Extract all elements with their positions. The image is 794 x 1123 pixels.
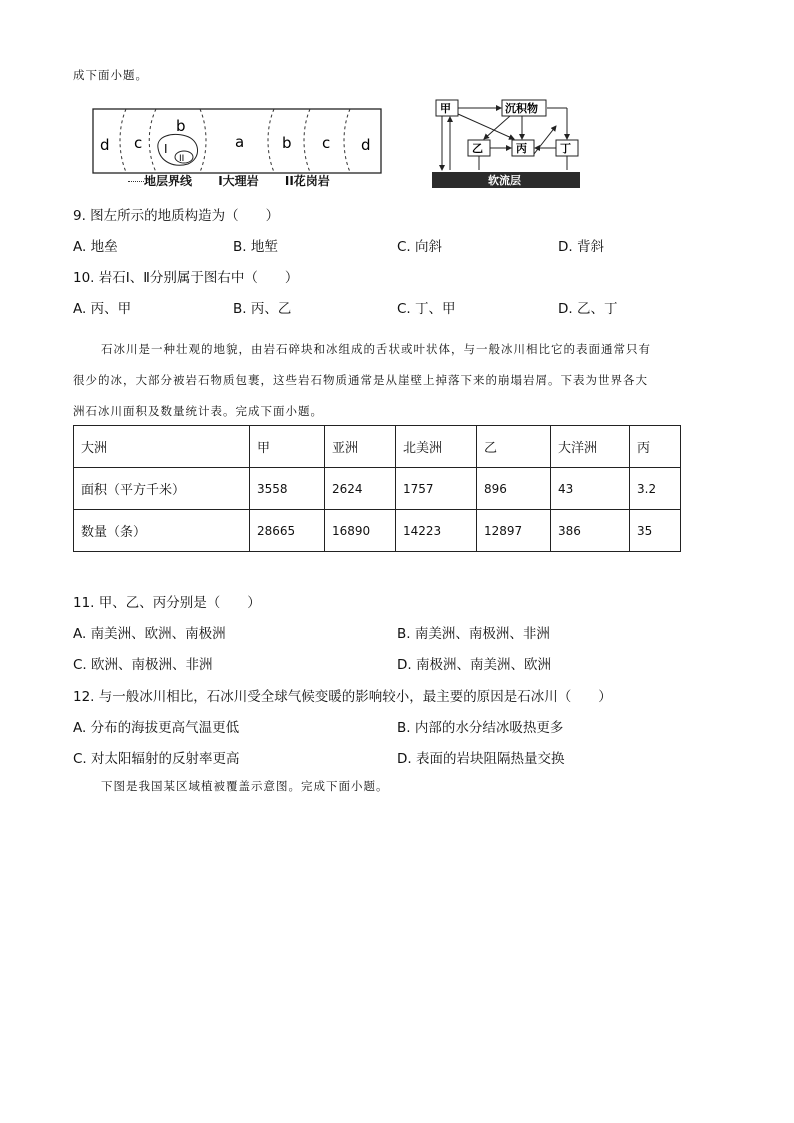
- table-cell: 12897: [477, 510, 551, 552]
- table-header-cell: 大洋洲: [551, 426, 630, 468]
- table-cell: 16890: [325, 510, 396, 552]
- node-yi: 乙: [472, 142, 483, 155]
- q11-option-b[interactable]: B. 南美洲、南极洲、非洲: [397, 626, 550, 642]
- q10-option-a[interactable]: A. 丙、甲: [73, 301, 132, 317]
- q12-option-a[interactable]: A. 分布的海拔更高气温更低: [73, 720, 240, 736]
- passage-line-2: 很少的冰，大部分被岩石物质包裹，这些岩石物质通常是从崖壁上掉落下来的崩塌岩屑。下表为世界各大: [73, 373, 648, 387]
- node-ding: 丁: [560, 142, 571, 155]
- passage-3: 下图是我国某区域植被覆盖示意图。完成下面小题。: [101, 779, 389, 793]
- rock-glacier-table: [73, 425, 681, 552]
- stratum-label-b-right: b: [282, 134, 292, 152]
- question-9: 9. 图左所示的地质构造为（ ）: [73, 208, 280, 224]
- stratum-label-d-left: d: [100, 136, 110, 154]
- q10-option-c[interactable]: C. 丁、甲: [397, 301, 456, 317]
- q9-option-d[interactable]: D. 背斜: [558, 239, 604, 255]
- q10-option-d[interactable]: D. 乙、丁: [558, 301, 618, 317]
- table-header-cell: 丙: [630, 426, 681, 468]
- legend-rock1: I大理岩: [218, 174, 259, 188]
- rock-label-2: II: [179, 154, 185, 164]
- passage-line-3: 洲石冰川面积及数量统计表。完成下面小题。: [73, 404, 323, 418]
- stratum-label-a: a: [235, 133, 245, 151]
- stratum-label-d-right: d: [361, 136, 371, 154]
- table-header-cell: 北美洲: [396, 426, 477, 468]
- table-cell: 面积（平方千米）: [74, 468, 250, 510]
- intro-line: 成下面小题。: [73, 68, 148, 82]
- question-10: 10. 岩石Ⅰ、Ⅱ分别属于图右中（ ）: [73, 270, 299, 286]
- table-cell: 43: [551, 468, 630, 510]
- table-cell: 2624: [325, 468, 396, 510]
- boundary-line-swatch: [128, 181, 144, 182]
- q10-option-b[interactable]: B. 丙、乙: [233, 301, 292, 317]
- table-cell: 896: [477, 468, 551, 510]
- table-cell: 1757: [396, 468, 477, 510]
- q9-option-b[interactable]: B. 地堑: [233, 239, 278, 255]
- table-cell: 3558: [250, 468, 325, 510]
- table-header-cell: 亚洲: [325, 426, 396, 468]
- node-jia: 甲: [440, 102, 451, 115]
- stratum-label-c-left: c: [134, 134, 143, 152]
- stratum-label-c-right: c: [322, 134, 331, 152]
- stratum-label-b-left: b: [176, 117, 186, 135]
- table-row: [74, 468, 681, 510]
- rock-label-1: I: [164, 142, 168, 156]
- asthenosphere-label: 软流层: [488, 174, 521, 187]
- table-cell: 3.2: [630, 468, 681, 510]
- q11-option-a[interactable]: A. 南美洲、欧洲、南极洲: [73, 626, 226, 642]
- legend-boundary: 地层界线: [144, 174, 193, 188]
- q12-option-d[interactable]: D. 表面的岩块阻隔热量交换: [397, 751, 565, 767]
- q12-option-c[interactable]: C. 对太阳辐射的反射率更高: [73, 751, 240, 767]
- q11-option-d[interactable]: D. 南极洲、南美洲、欧洲: [397, 657, 551, 673]
- table-cell: 386: [551, 510, 630, 552]
- question-11: 11. 甲、乙、丙分别是（ ）: [73, 595, 261, 611]
- table-cell: 28665: [250, 510, 325, 552]
- table-cell: 数量（条）: [74, 510, 250, 552]
- table-cell: 14223: [396, 510, 477, 552]
- legend-row: [128, 172, 330, 189]
- table-row: [74, 510, 681, 552]
- table-header-row: [74, 426, 681, 468]
- q9-option-c[interactable]: C. 向斜: [397, 239, 443, 255]
- node-bing: 丙: [516, 142, 527, 155]
- table-cell: 35: [630, 510, 681, 552]
- table-header-cell: 甲: [250, 426, 325, 468]
- q11-option-c[interactable]: C. 欧洲、南极洲、非洲: [73, 657, 213, 673]
- question-12: 12. 与一般冰川相比，石冰川受全球气候变暖的影响较小，最主要的原因是石冰川（ ）: [73, 689, 612, 705]
- table-header-cell: 乙: [477, 426, 551, 468]
- legend-rock2: II花岗岩: [284, 174, 330, 188]
- rock-cycle-diagram: [430, 96, 582, 190]
- node-sediment: 沉积物: [505, 102, 538, 115]
- table-header-cell: 大洲: [74, 426, 250, 468]
- passage-line-1: 石冰川是一种壮观的地貌，由岩石碎块和冰组成的舌状或叶状体，与一般冰川相比它的表面通常只有: [101, 342, 651, 356]
- q9-option-a[interactable]: A. 地垒: [73, 239, 118, 255]
- q12-option-b[interactable]: B. 内部的水分结冰吸热更多: [397, 720, 564, 736]
